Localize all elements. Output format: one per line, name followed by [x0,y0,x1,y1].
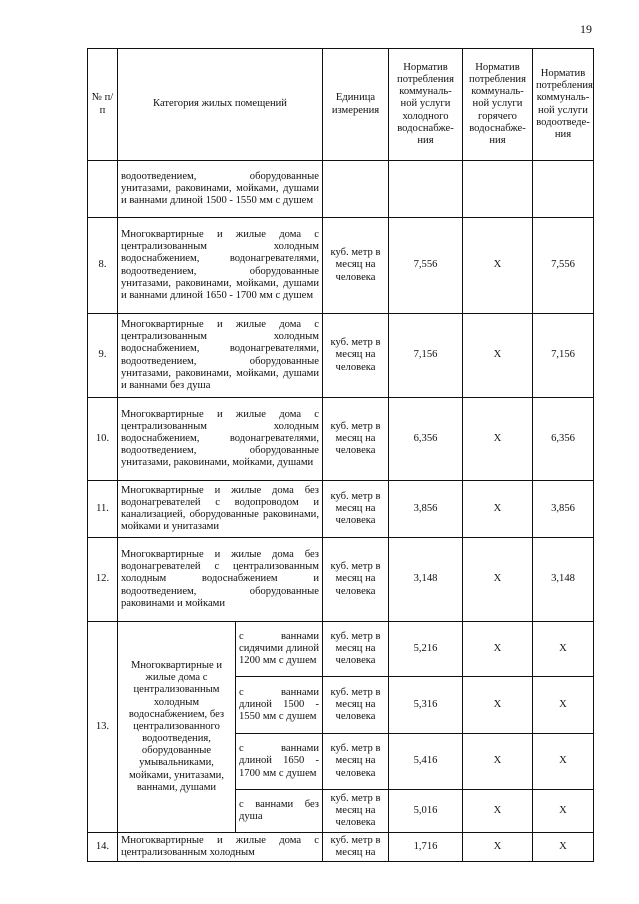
row-unit: куб. метр в месяц на человека [323,398,389,481]
row-hot: X [463,622,533,677]
row-cold: 7,156 [389,314,463,398]
row-category: Многоквартирные и жилые дома с централизованным холодным водоснабжением, водонагревателями, водоотведением, оборудованные унитазами, раковинами, мойками, душами и ваннами длиной 1650 - 1700 мм с душем [118,218,323,314]
header-drainage: Норматив потребления коммуналь-ной услуги водоотведе-ния [533,49,594,161]
row-drain [533,161,594,218]
row-drain: 3,148 [533,538,594,622]
row-unit: куб. метр в месяц на человека [323,314,389,398]
subcategory: с ваннами длиной 1650 - 1700 мм с душем [236,734,323,790]
row-num [88,161,118,218]
row-num: 11. [88,481,118,538]
table-row [88,833,594,862]
row-cold: 5,316 [389,677,463,734]
row-hot: X [463,734,533,790]
row-category: Многоквартирные и жилые дома без водонагревателей с централизованным холодным водоснабжением и водоотведением, оборудованные раковинами и мойками [118,538,323,622]
row-cold: 7,556 [389,218,463,314]
row-unit: куб. метр в месяц на человека [323,790,389,833]
subcategory: с ваннами без душа [236,790,323,833]
row-drain: X [533,734,594,790]
row-category: Многоквартирные и жилые дома с централизованным холодным водоснабжением, водонагревателями, водоотведением, оборудованные унитазами, раковинами, мойками, душами и ваннами без душа [118,314,323,398]
row-drain: X [533,833,594,862]
row-hot: X [463,314,533,398]
table-row [88,218,594,314]
table-row [88,398,594,481]
row-num: 13. [88,622,118,833]
subcategory: с ваннами сидячими длиной 1200 мм с душем [236,622,323,677]
row-hot: X [463,218,533,314]
row-num: 8. [88,218,118,314]
row-hot: X [463,538,533,622]
row-unit: куб. метр в месяц на человека [323,677,389,734]
page-number: 19 [580,22,592,36]
row-hot: X [463,677,533,734]
header-cold-water: Норматив потребления коммуналь-ной услуги холодного водоснабже-ния [389,49,463,161]
header-hot-water: Норматив потребления коммуналь-ной услуги горячего водоснабже-ния [463,49,533,161]
row-drain: X [533,790,594,833]
row-hot: X [463,790,533,833]
row-unit: куб. метр в месяц на человека [323,622,389,677]
row-drain: 6,356 [533,398,594,481]
row-category: водоотведением, оборудованные унитазами, раковинами, мойками, душами и ваннами длиной 1500 - 1550 мм с душем [118,161,323,218]
row-num: 10. [88,398,118,481]
row-unit: куб. метр в месяц на человека [323,734,389,790]
header-category: Категория жилых помещений [118,49,323,161]
row-category: Многоквартирные и жилые дома без водонагревателей с водопроводом и канализацией, оборудованные раковинами, мойками и унитазами [118,481,323,538]
row-drain: X [533,677,594,734]
table-row [88,161,594,218]
row-hot: X [463,398,533,481]
table-row [88,622,594,677]
row-cold: 5,016 [389,790,463,833]
row-unit: куб. метр в месяц на человека [323,538,389,622]
table-row [88,314,594,398]
row-hot [463,161,533,218]
norms-table [87,48,594,862]
table-row [88,538,594,622]
row-unit: куб. метр в месяц на человека [323,218,389,314]
row-category: Многоквартирные и жилые дома с централизованным холодным водоснабжением, водонагревателями, водоотведением, оборудованные унитазами, раковинами, мойками, душами [118,398,323,481]
row-cold: 3,856 [389,481,463,538]
row-drain: 3,856 [533,481,594,538]
row-cold [389,161,463,218]
row-unit: куб. метр в месяц на человека [323,481,389,538]
row-cold: 6,356 [389,398,463,481]
row-cold: 3,148 [389,538,463,622]
header-num: № п/п [88,49,118,161]
row-drain: 7,556 [533,218,594,314]
row-hot: X [463,481,533,538]
row-cold: 5,416 [389,734,463,790]
row-num: 9. [88,314,118,398]
row-category: Многоквартирные и жилые дома с централизованным холодным [118,833,323,862]
row-unit [323,161,389,218]
header-unit: Единица измерения [323,49,389,161]
row-category: Многоквартирные и жилые дома с централизованным холодным водоснабжением, без централизованного водоотведения, оборудованные умывальниками, мойками, унитазами, ваннами, душами [118,622,236,833]
header-row [88,49,594,161]
row-unit: куб. метр в месяц на [323,833,389,862]
row-hot: X [463,833,533,862]
row-num: 14. [88,833,118,862]
row-drain: 7,156 [533,314,594,398]
subcategory: с ваннами длиной 1500 - 1550 мм с душем [236,677,323,734]
row-cold: 1,716 [389,833,463,862]
row-drain: X [533,622,594,677]
row-cold: 5,216 [389,622,463,677]
row-num: 12. [88,538,118,622]
table-row [88,481,594,538]
